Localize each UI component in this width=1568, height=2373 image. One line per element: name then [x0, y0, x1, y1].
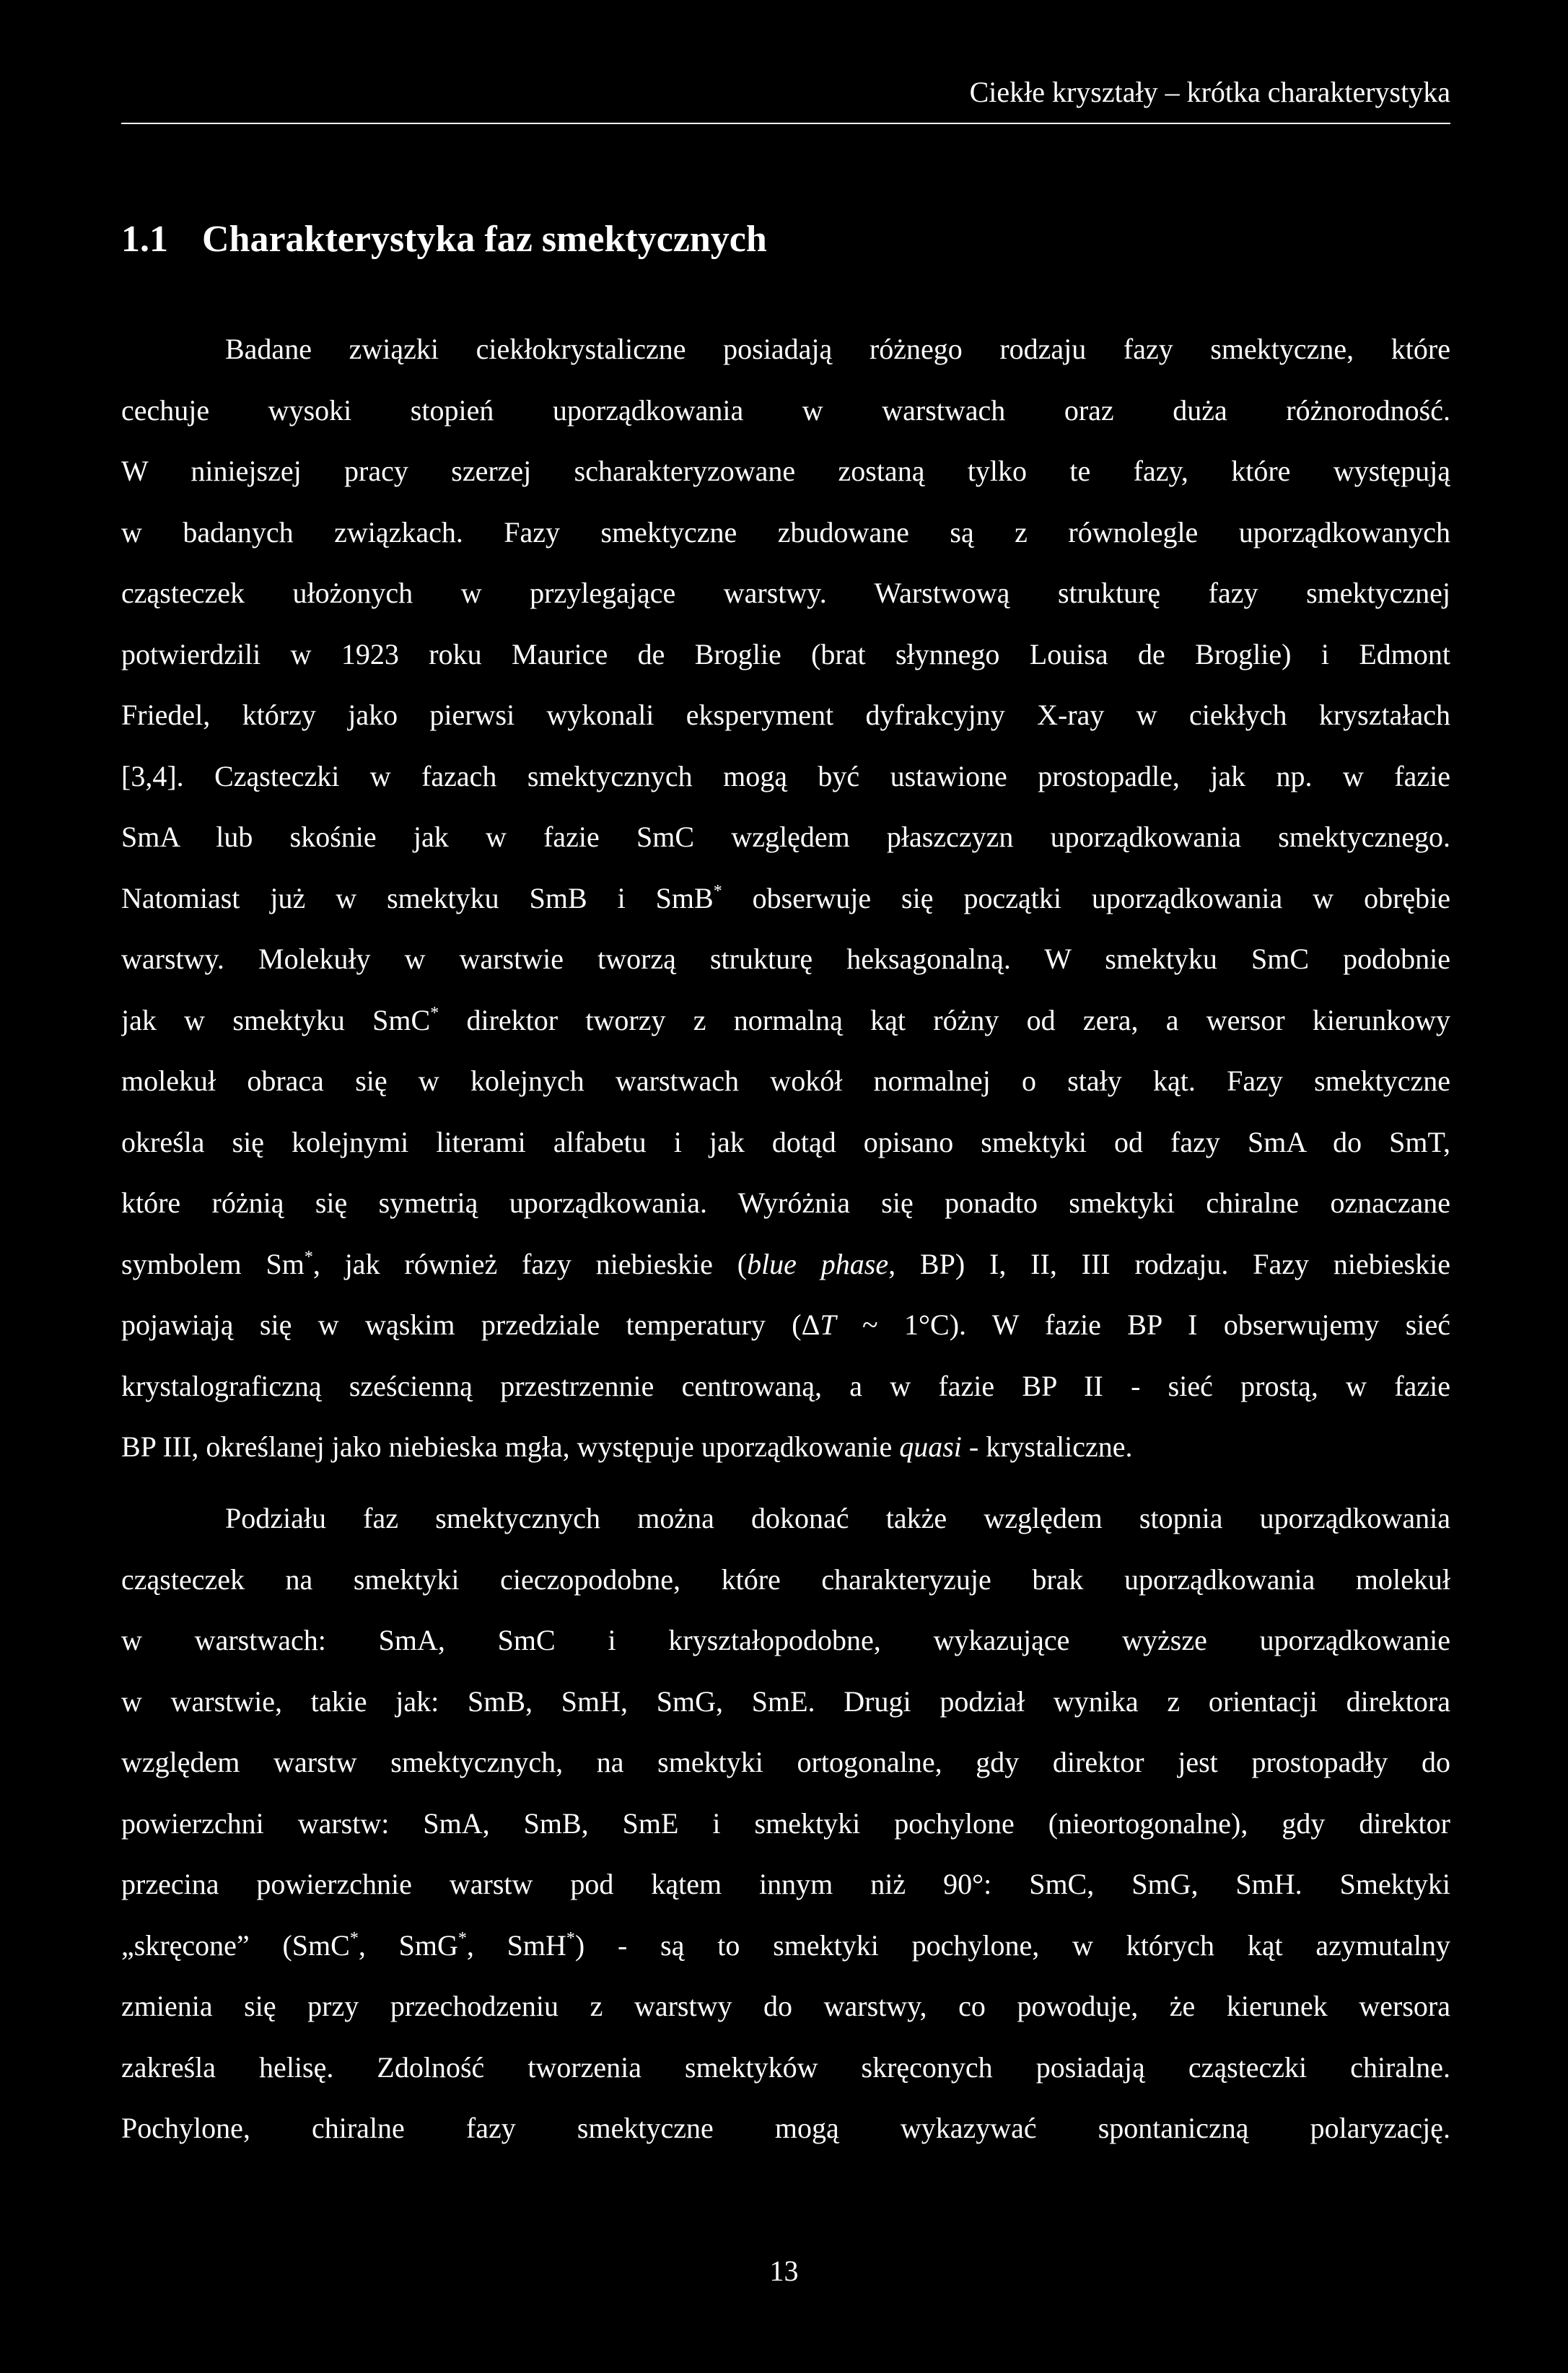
paragraph-line: przecina powierzchnie warstw pod kątem innym niż 90°: SmC, SmG, SmH. Smektyki — [121, 1868, 1450, 1900]
paragraph-line: względem warstw smektycznych, na smektyki ortogonalne, gdy direktor jest prostopadły do — [121, 1746, 1450, 1778]
text-run: , SmH — [466, 1928, 566, 1962]
section-title: Charakterystyka faz smektycznych — [202, 219, 767, 260]
italic-text: blue phase — [747, 1247, 889, 1280]
paragraph-line: cząsteczek ułożonych w przylegające warstwy. Warstwową strukturę fazy smektycznej — [121, 577, 1450, 609]
paragraph-line: zmienia się przy przechodzeniu z warstwy do warstwy, co powoduje, że kierunek wersora — [121, 1990, 1450, 2022]
text-run: jak w smektyku SmC — [121, 1003, 431, 1036]
paragraph-line: określa się kolejnymi literami alfabetu i jak dotąd opisano smektyki od fazy SmA do SmT, — [121, 1125, 1450, 1158]
paragraph-line — [121, 990, 1450, 1052]
star-superscript: * — [304, 1247, 313, 1267]
paragraph-1 — [121, 319, 1450, 1478]
star-superscript: * — [566, 1928, 575, 1948]
paragraph-line: w badanych związkach. Fazy smektyczne zbudowane są z równolegle uporządkowanych — [121, 515, 1450, 549]
star-superscript: * — [349, 1928, 359, 1948]
paragraph-line: W niniejszej pracy szerzej scharakteryzowane zostaną tylko te fazy, które występują — [121, 455, 1450, 487]
star-superscript: * — [430, 1003, 439, 1023]
paragraph-line: w warstwach: SmA, SmC i kryształopodobne, wykazujące wyższe uporządkowanie — [121, 1624, 1450, 1656]
paragraph-line: [3,4]. Cząsteczki w fazach smektycznych mogą być ustawione prostopadle, jak np. w fazie — [121, 759, 1450, 792]
text-run: , jak również fazy niebieskie ( — [312, 1247, 748, 1280]
italic-text: quasi — [899, 1430, 962, 1463]
paragraph-line: zakreśla helisę. Zdolność tworzenia smektyków skręconych posiadają cząsteczki chiralne. — [121, 2050, 1450, 2084]
text-run: direktor tworzy z normalną kąt różny od zera, a wersor kierunkowy — [439, 1003, 1450, 1036]
star-superscript: * — [713, 881, 722, 901]
text-run: - krystaliczne. — [961, 1430, 1133, 1463]
text-run: , SmG — [358, 1928, 458, 1962]
italic-text: T — [820, 1308, 836, 1341]
paragraph-line: Podziału faz smektycznych można dokonać także względem stopnia uporządkowania — [225, 1502, 1450, 1534]
paragraph-line: cechuje wysoki stopień uporządkowania w warstwach oraz duża różnorodność. — [121, 393, 1450, 427]
paragraph-line: molekuł obraca się w kolejnych warstwach wokół normalnej o stały kąt. Fazy smektyczne — [121, 1065, 1450, 1097]
text-run: , BP) I, II, III rodzaju. Fazy niebieskie — [888, 1247, 1450, 1280]
paragraph-line: krystalograficzną sześcienną przestrzennie centrowaną, a w fazie BP II - sieć prostą, w fazie — [121, 1369, 1450, 1402]
text-run: „skręcone” (SmC — [121, 1928, 350, 1962]
section-number: 1.1 — [121, 219, 168, 260]
paragraph-line: powierzchni warstw: SmA, SmB, SmE i smektyki pochylone (nieortogonalne), gdy direktor — [121, 1806, 1450, 1840]
text-run: Natomiast już w smektyku SmB i SmB — [121, 881, 714, 914]
running-header: Ciekłe kryształy – krótka charakterystyka — [969, 76, 1450, 108]
paragraph-line — [121, 868, 1450, 930]
paragraph-line: które różnią się symetrią uporządkowania. Wyróżnia się ponadto smektyki chiralne oznaczane — [121, 1186, 1450, 1219]
paragraph-line: warstwy. Molekuły w warstwie tworzą strukturę heksagonalną. W smektyku SmC podobnie — [121, 943, 1450, 975]
paragraph-line: SmA lub skośnie jak w fazie SmC względem płaszczyzn uporządkowania smektycznego. — [121, 821, 1450, 853]
paragraph-line — [121, 1234, 1450, 1295]
paragraph-line: Pochylone, chiralne fazy smektyczne mogą wykazywać spontaniczną polaryzację. — [121, 2112, 1450, 2144]
text-run: obserwuje się początki uporządkowania w obrębie — [722, 881, 1450, 914]
text-run: BP III, określanej jako niebieska mgła, występuje uporządkowanie — [121, 1430, 900, 1463]
paragraph-2 — [121, 1488, 1450, 2159]
page-number: 13 — [769, 2255, 799, 2287]
paragraph-line — [121, 1417, 1450, 1478]
header-rule — [121, 123, 1450, 124]
text-run: ~ 1°C). W fazie BP I obserwujemy sieć — [836, 1308, 1450, 1341]
paragraph-line: Friedel, którzy jako pierwsi wykonali eksperyment dyfrakcyjny X-ray w ciekłych kryształach — [121, 699, 1450, 731]
paragraph-line — [121, 1295, 1450, 1356]
paragraph-line — [121, 1915, 1450, 1977]
text-run: ) - są to smektyki pochylone, w których kąt azymutalny — [574, 1928, 1450, 1962]
star-superscript: * — [457, 1928, 467, 1948]
paragraph-line: w warstwie, takie jak: SmB, SmH, SmG, SmE. Drugi podział wynika z orientacji direktora — [121, 1684, 1450, 1718]
text-run: symbolem Sm — [121, 1247, 305, 1280]
paragraph-line: cząsteczek na smektyki cieczopodobne, które charakteryzuje brak uporządkowania molekuł — [121, 1563, 1450, 1596]
section-heading — [121, 217, 767, 263]
paragraph-line: potwierdzili w 1923 roku Maurice de Broglie (brat słynnego Louisa de Broglie) i Edmont — [121, 637, 1450, 670]
paragraph-line: Badane związki ciekłokrystaliczne posiadają różnego rodzaju fazy smektyczne, które — [225, 333, 1450, 365]
text-run: pojawiają się w wąskim przedziale temperatury (Δ — [121, 1308, 820, 1341]
